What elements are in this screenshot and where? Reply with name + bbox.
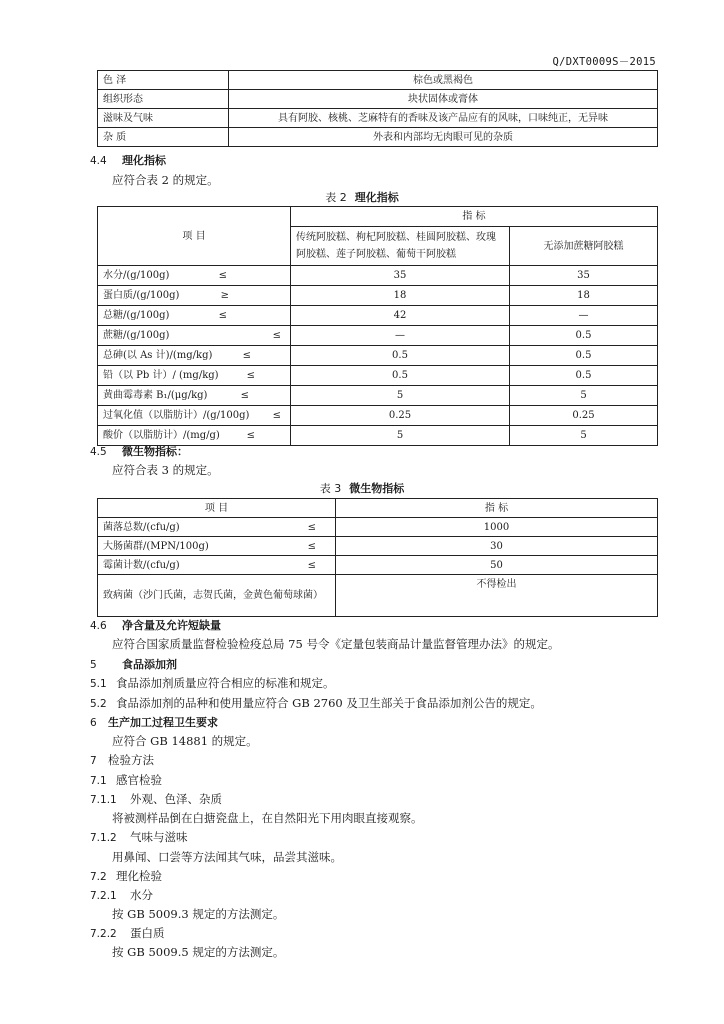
table-3-caption <box>0 482 724 496</box>
section-number: 7 <box>90 755 97 767</box>
item-label: 菌落总数/(cfu/g) <box>103 521 180 533</box>
item-label: 蛋白质/(g/100g) <box>103 290 180 301</box>
sensory-requirement: 外表和内部均无肉眼可见的杂质 <box>229 128 658 147</box>
section-4-5-heading <box>90 444 188 459</box>
section-number: 5.1 <box>90 678 107 690</box>
table-header-row <box>98 207 658 227</box>
value-cell: 不得检出 <box>336 575 658 617</box>
comparison-sign: ≤ <box>307 521 316 533</box>
section-number: 5.2 <box>90 698 107 710</box>
table-row <box>98 406 658 426</box>
item-cell <box>98 346 291 366</box>
comparison-sign: ≤ <box>272 410 281 421</box>
section-number: 5 <box>90 659 97 671</box>
column-header-sugar-free: 无添加蔗糖阿胶糕 <box>510 227 658 266</box>
column-header-indicator: 指 标 <box>336 499 658 518</box>
section-number: 7.1 <box>90 775 107 787</box>
item-label: 蔗糖/(g/100g) <box>103 330 170 341</box>
value-cell: 5 <box>510 386 658 406</box>
item-label: 铅（以 Pb 计）/ (mg/kg) <box>103 370 219 381</box>
section-number: 7.1.2 <box>90 832 117 844</box>
value-cell: 35 <box>510 266 658 286</box>
item-cell <box>98 326 291 346</box>
section-number: 4.6 <box>90 620 107 632</box>
item-label: 黄曲霉毒素 B₁/(μg/kg) <box>103 390 208 401</box>
value-cell: 18 <box>510 286 658 306</box>
section-text: 感官检验 <box>116 773 162 787</box>
item-cell <box>98 518 336 537</box>
section-text: 外观、色泽、杂质 <box>130 792 222 806</box>
item-cell <box>98 556 336 575</box>
value-cell: 0.5 <box>510 326 658 346</box>
value-cell: — <box>291 326 510 346</box>
table-row <box>98 90 658 109</box>
value-cell: 42 <box>291 306 510 326</box>
table-row <box>98 426 658 446</box>
value-cell: 0.5 <box>291 346 510 366</box>
table-row <box>98 326 658 346</box>
section-5-2 <box>90 696 542 711</box>
table-2-caption <box>0 191 724 205</box>
section-4-5-text: 应符合表 3 的规定。 <box>112 463 219 477</box>
comparison-sign: ≤ <box>246 430 255 441</box>
comparison-sign: ≤ <box>242 350 251 361</box>
table-row <box>98 386 658 406</box>
comparison-sign: ≤ <box>218 310 227 321</box>
caption-number: 表 3 <box>319 482 342 495</box>
body-paragraph: 应符合国家质量监督检验检疫总局 75 号令《定量包装商品计量监督管理办法》的规定。 <box>112 637 560 651</box>
comparison-sign: ≤ <box>240 390 249 401</box>
body-paragraph: 应符合 GB 14881 的规定。 <box>112 734 258 748</box>
item-cell <box>98 406 291 426</box>
table-2-physicochemical <box>97 206 658 446</box>
value-cell: 35 <box>291 266 510 286</box>
table-row <box>98 266 658 286</box>
section-7-1-1-heading <box>90 792 222 807</box>
caption-title: 理化指标 <box>354 191 399 204</box>
section-text: 食品添加剂质量应符合相应的标准和规定。 <box>116 676 335 690</box>
value-cell: 0.25 <box>291 406 510 426</box>
section-number: 7.1.1 <box>90 794 117 806</box>
table-header-row <box>98 499 658 518</box>
value-cell: 0.25 <box>510 406 658 426</box>
section-4-4-text: 应符合表 2 的规定。 <box>112 173 219 187</box>
comparison-sign: ≤ <box>246 370 255 381</box>
sensory-item: 色 泽 <box>98 71 229 90</box>
item-label: 总砷(以 As 计)/(mg/kg) <box>103 350 213 361</box>
body-paragraph: 用鼻闻、口尝等方法闻其气味，品尝其滋味。 <box>112 850 342 864</box>
column-header-indicator: 指 标 <box>291 207 658 227</box>
document-id: Q/DXT0009S－2015 <box>552 56 656 68</box>
value-cell: 30 <box>336 537 658 556</box>
section-text: 理化检验 <box>116 869 162 883</box>
sensory-requirement: 棕色或黑褐色 <box>229 71 658 90</box>
item-cell <box>98 306 291 326</box>
sensory-item: 滋味及气味 <box>98 109 229 128</box>
value-cell: 5 <box>291 426 510 446</box>
caption-number: 表 2 <box>325 191 347 204</box>
section-7-2-2-heading <box>90 926 165 941</box>
section-text: 气味与滋味 <box>130 830 188 844</box>
body-paragraph: 将被测样品倒在白搪瓷盘上，在自然阳光下用肉眼直接观察。 <box>112 811 423 825</box>
section-number: 7.2.1 <box>90 890 117 902</box>
comparison-sign: ≤ <box>307 559 316 571</box>
comparison-sign: ≤ <box>272 330 281 341</box>
table-row <box>98 537 658 556</box>
body-paragraph: 按 GB 5009.5 规定的方法测定。 <box>112 945 285 959</box>
body-paragraph: 按 GB 5009.3 规定的方法测定。 <box>112 907 285 921</box>
section-title: 食品添加剂 <box>122 658 177 671</box>
table-row <box>98 346 658 366</box>
section-title: 生产加工过程卫生要求 <box>108 716 218 729</box>
sensory-table <box>97 70 658 147</box>
value-cell: 1000 <box>336 518 658 537</box>
sensory-requirement: 具有阿胶、核桃、芝麻特有的香味及该产品应有的风味，口味纯正，无异味 <box>229 109 658 128</box>
table-row <box>98 575 658 617</box>
table-row <box>98 128 658 147</box>
item-label: 致病菌（沙门氏菌，志贺氏菌，金黄色葡萄球菌） <box>98 575 336 617</box>
table-row <box>98 306 658 326</box>
value-cell: — <box>510 306 658 326</box>
item-cell <box>98 426 291 446</box>
section-4-6-heading <box>90 618 221 633</box>
item-cell <box>98 386 291 406</box>
table-row <box>98 71 658 90</box>
section-text: 检验方法 <box>108 753 154 767</box>
caption-title: 微生物指标 <box>349 482 405 495</box>
section-number: 7.2.2 <box>90 928 117 940</box>
item-label: 总糖/(g/100g) <box>103 310 170 321</box>
value-cell: 5 <box>291 386 510 406</box>
section-title: 净含量及允许短缺量 <box>122 619 221 632</box>
section-4-4-heading <box>90 153 166 168</box>
section-number: 7.2 <box>90 871 107 883</box>
column-header-traditional: 传统阿胶糕、枸杞阿胶糕、桂圆阿胶糕、玫瑰阿胶糕、莲子阿胶糕、葡萄干阿胶糕 <box>291 227 510 266</box>
value-cell: 0.5 <box>291 366 510 386</box>
section-number: 4.4 <box>90 155 107 167</box>
section-7-1-heading <box>90 773 162 788</box>
section-7-1-2-heading <box>90 830 188 845</box>
table-row <box>98 518 658 537</box>
comparison-sign: ≤ <box>307 540 316 552</box>
section-title: 理化指标 <box>122 154 166 167</box>
section-7-2-heading <box>90 869 162 884</box>
comparison-sign: ≥ <box>220 290 229 301</box>
table-row <box>98 109 658 128</box>
section-number: 6 <box>90 717 97 729</box>
section-title: 微生物指标： <box>122 445 188 458</box>
sensory-item: 组织形态 <box>98 90 229 109</box>
item-label: 水分/(g/100g) <box>103 270 170 281</box>
value-cell: 0.5 <box>510 346 658 366</box>
comparison-sign: ≤ <box>218 270 227 281</box>
item-label: 大肠菌群/(MPN/100g) <box>103 540 209 552</box>
table-row <box>98 366 658 386</box>
section-text: 水分 <box>130 888 153 902</box>
value-cell: 0.5 <box>510 366 658 386</box>
section-number: 4.5 <box>90 446 107 458</box>
column-header-item: 项 目 <box>98 499 336 518</box>
section-5-heading <box>90 657 177 672</box>
item-label: 过氧化值（以脂肪计）/(g/100g) <box>103 410 250 421</box>
section-text: 蛋白质 <box>130 926 165 940</box>
table-row <box>98 286 658 306</box>
value-cell: 18 <box>291 286 510 306</box>
item-label: 霉菌计数/(cfu/g) <box>103 559 180 571</box>
section-6-heading <box>90 715 218 730</box>
table-row <box>98 556 658 575</box>
item-cell <box>98 366 291 386</box>
value-cell: 5 <box>510 426 658 446</box>
section-5-1 <box>90 676 335 691</box>
item-cell <box>98 266 291 286</box>
section-7-2-1-heading <box>90 888 153 903</box>
sensory-requirement: 块状固体或膏体 <box>229 90 658 109</box>
item-cell <box>98 537 336 556</box>
section-7-heading <box>90 753 154 768</box>
sensory-item: 杂 质 <box>98 128 229 147</box>
value-cell: 50 <box>336 556 658 575</box>
column-header-item: 项 目 <box>98 207 291 266</box>
table-3-microbiological <box>97 498 658 617</box>
item-cell <box>98 286 291 306</box>
section-text: 食品添加剂的品种和使用量应符合 GB 2760 及卫生部关于食品添加剂公告的规定。 <box>116 696 542 710</box>
item-label: 酸价（以脂肪计）/(mg/g) <box>103 430 220 441</box>
